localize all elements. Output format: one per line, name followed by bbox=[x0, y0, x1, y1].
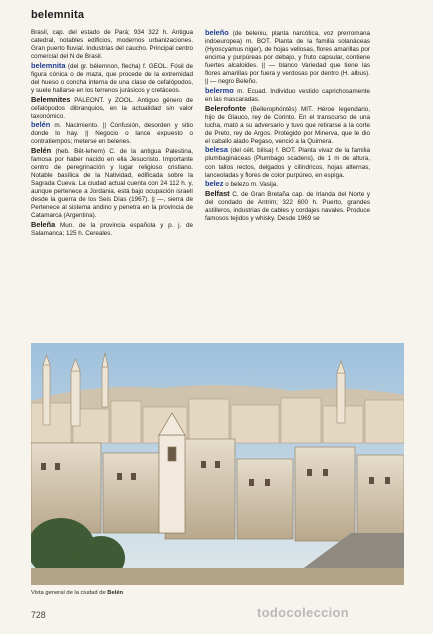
left-column bbox=[31, 29, 193, 239]
entry-belez bbox=[205, 180, 370, 189]
entry-headword: Belerofonte bbox=[205, 103, 247, 113]
entry-headword: Beleña bbox=[31, 220, 56, 230]
running-head: belemnita bbox=[31, 9, 85, 21]
entry-belen-continued bbox=[31, 29, 193, 61]
entry-belemnita bbox=[31, 62, 193, 95]
entry-headword: Belemnites bbox=[31, 94, 71, 104]
entry-belfast bbox=[205, 190, 370, 223]
entry-headword: belemnita bbox=[31, 60, 66, 70]
entry-belesa bbox=[205, 146, 370, 179]
entry-headword: belez bbox=[205, 179, 224, 189]
entry-headword: Belfast bbox=[205, 188, 230, 198]
cityscape-illustration bbox=[31, 343, 404, 585]
entry-headword: beleño bbox=[205, 28, 229, 37]
entry-text: (del gr. bélemnon, flecha) f. GEOL. Fósil de figura cónica o de maza, que procede de la extremidad del hueso o concha interna de una clase de cefalópodos, y suele hallarse en los terrenos jurásicos y cretáceos. bbox=[31, 62, 194, 94]
entry-headword: belermo bbox=[205, 85, 234, 95]
entry-belen-common bbox=[31, 121, 193, 146]
entry-text: (heb. Bêt-lehem) C. de la antigua Palestina, famosa por haber nacido en ella Jesucristo. Importante centro de peregrinación y lugar religioso cristiano. Notable basílica de la Natividad, edificada sobre la Sagrada Cueva. La ciudad actual cuenta con 24 112 h. y, aunque pertenece a Jordania, está bajo ocupación israelí desde la guerra de los Seis Días (1967). || —, sierra de Pertenece al sistema andino y penetra en la provincia de Catamarca (Argentina). bbox=[31, 148, 193, 220]
entry-text: C. de Gran Bretaña cap. de Irlanda del Norte y del condado de Antrim; 322 600 h. Puerto, grandes astilleros, industrias de cables y cordajes navales. Produce famosos tejidos y whisky. Desde 1969 se bbox=[205, 190, 370, 222]
entry-text: Brasil, cap. del estado de Pará; 934 322 h. Antigua catedral, notables edificios, modernos urbanizaciones. Gran puerto fluvial. Industrias del caucho. Principal centro comercial del N de Brasil. bbox=[31, 29, 193, 61]
entry-text: (de beleniu, planta narcótica, voz prerromana indoeuropea) m. BOT. Planta de la familia solanáceas (Hyoscyamus niger), de hojas vellosas, flores amarillas por encima y purpúreas por debajo, y fruto capsular, contiene fuertes alcaloides. || — blanco Variedad que tiene las flores amarillas por fuera y verdosas por dentro (H. albus). || — negro Beleño. bbox=[205, 30, 370, 86]
entry-text: m. Ecuad. Individuo vestido caprichosamente en las mascaradas. bbox=[205, 87, 370, 103]
entry-text: m. Nacimiento. || Confusión, desorden y sitio donde lo hay. || Negocio o lance expuesto o contratiempos; meterse en belenes. bbox=[31, 122, 194, 146]
entry-text: PALEONT. y ZOOL. Antiguo género de cefalópodos dibranquios, en la actualidad sin valor taxonómico. bbox=[31, 96, 194, 120]
entry-beleno bbox=[205, 29, 370, 86]
entry-headword: belén bbox=[31, 120, 51, 130]
entry-belena bbox=[31, 221, 193, 238]
bethlehem-photo bbox=[31, 343, 404, 585]
entry-text: (del célt. bilisa) f. BOT. Planta vivaz de la familia plumbagináceas (Plumbago scadens), de 1 m de altura, con tallos rectos, delgados y cilíndricos, hojas alternas, lanceoladas y flores de color purpúreo, en espiga. bbox=[205, 147, 370, 179]
entry-belen-city bbox=[31, 147, 193, 220]
entry-belermo bbox=[205, 87, 370, 104]
entry-text: o belezo m. Vasija. bbox=[225, 181, 278, 189]
entry-headword: Belén bbox=[31, 146, 52, 156]
entry-headword: belesa bbox=[205, 145, 229, 155]
right-column bbox=[205, 29, 370, 224]
page-number: 728 bbox=[31, 610, 46, 620]
caption-text: Vista general de la ciudad de bbox=[31, 590, 106, 596]
entry-text: (Bellerophóntēs) MIT. Héroe legendario, hijo de Glauco, rey de Corinto. En el transcurso de una lucha, mató a su adversario y tuvo que retirarse a la corte de Preto, rey de Argos. Protegido por Minerva, que le dio el caballo alado Pegaso, venció a la Quimera. bbox=[205, 105, 371, 145]
photo-caption bbox=[31, 590, 123, 596]
caption-highlight: Belén bbox=[107, 590, 124, 596]
entry-belemnites bbox=[31, 96, 193, 121]
entry-text: Mun. de la provincia española y p. j. de Salamanca; 125 h. Cereales. bbox=[31, 222, 194, 238]
watermark: todocoleccion bbox=[257, 605, 350, 620]
entry-belerofonte bbox=[205, 105, 370, 146]
